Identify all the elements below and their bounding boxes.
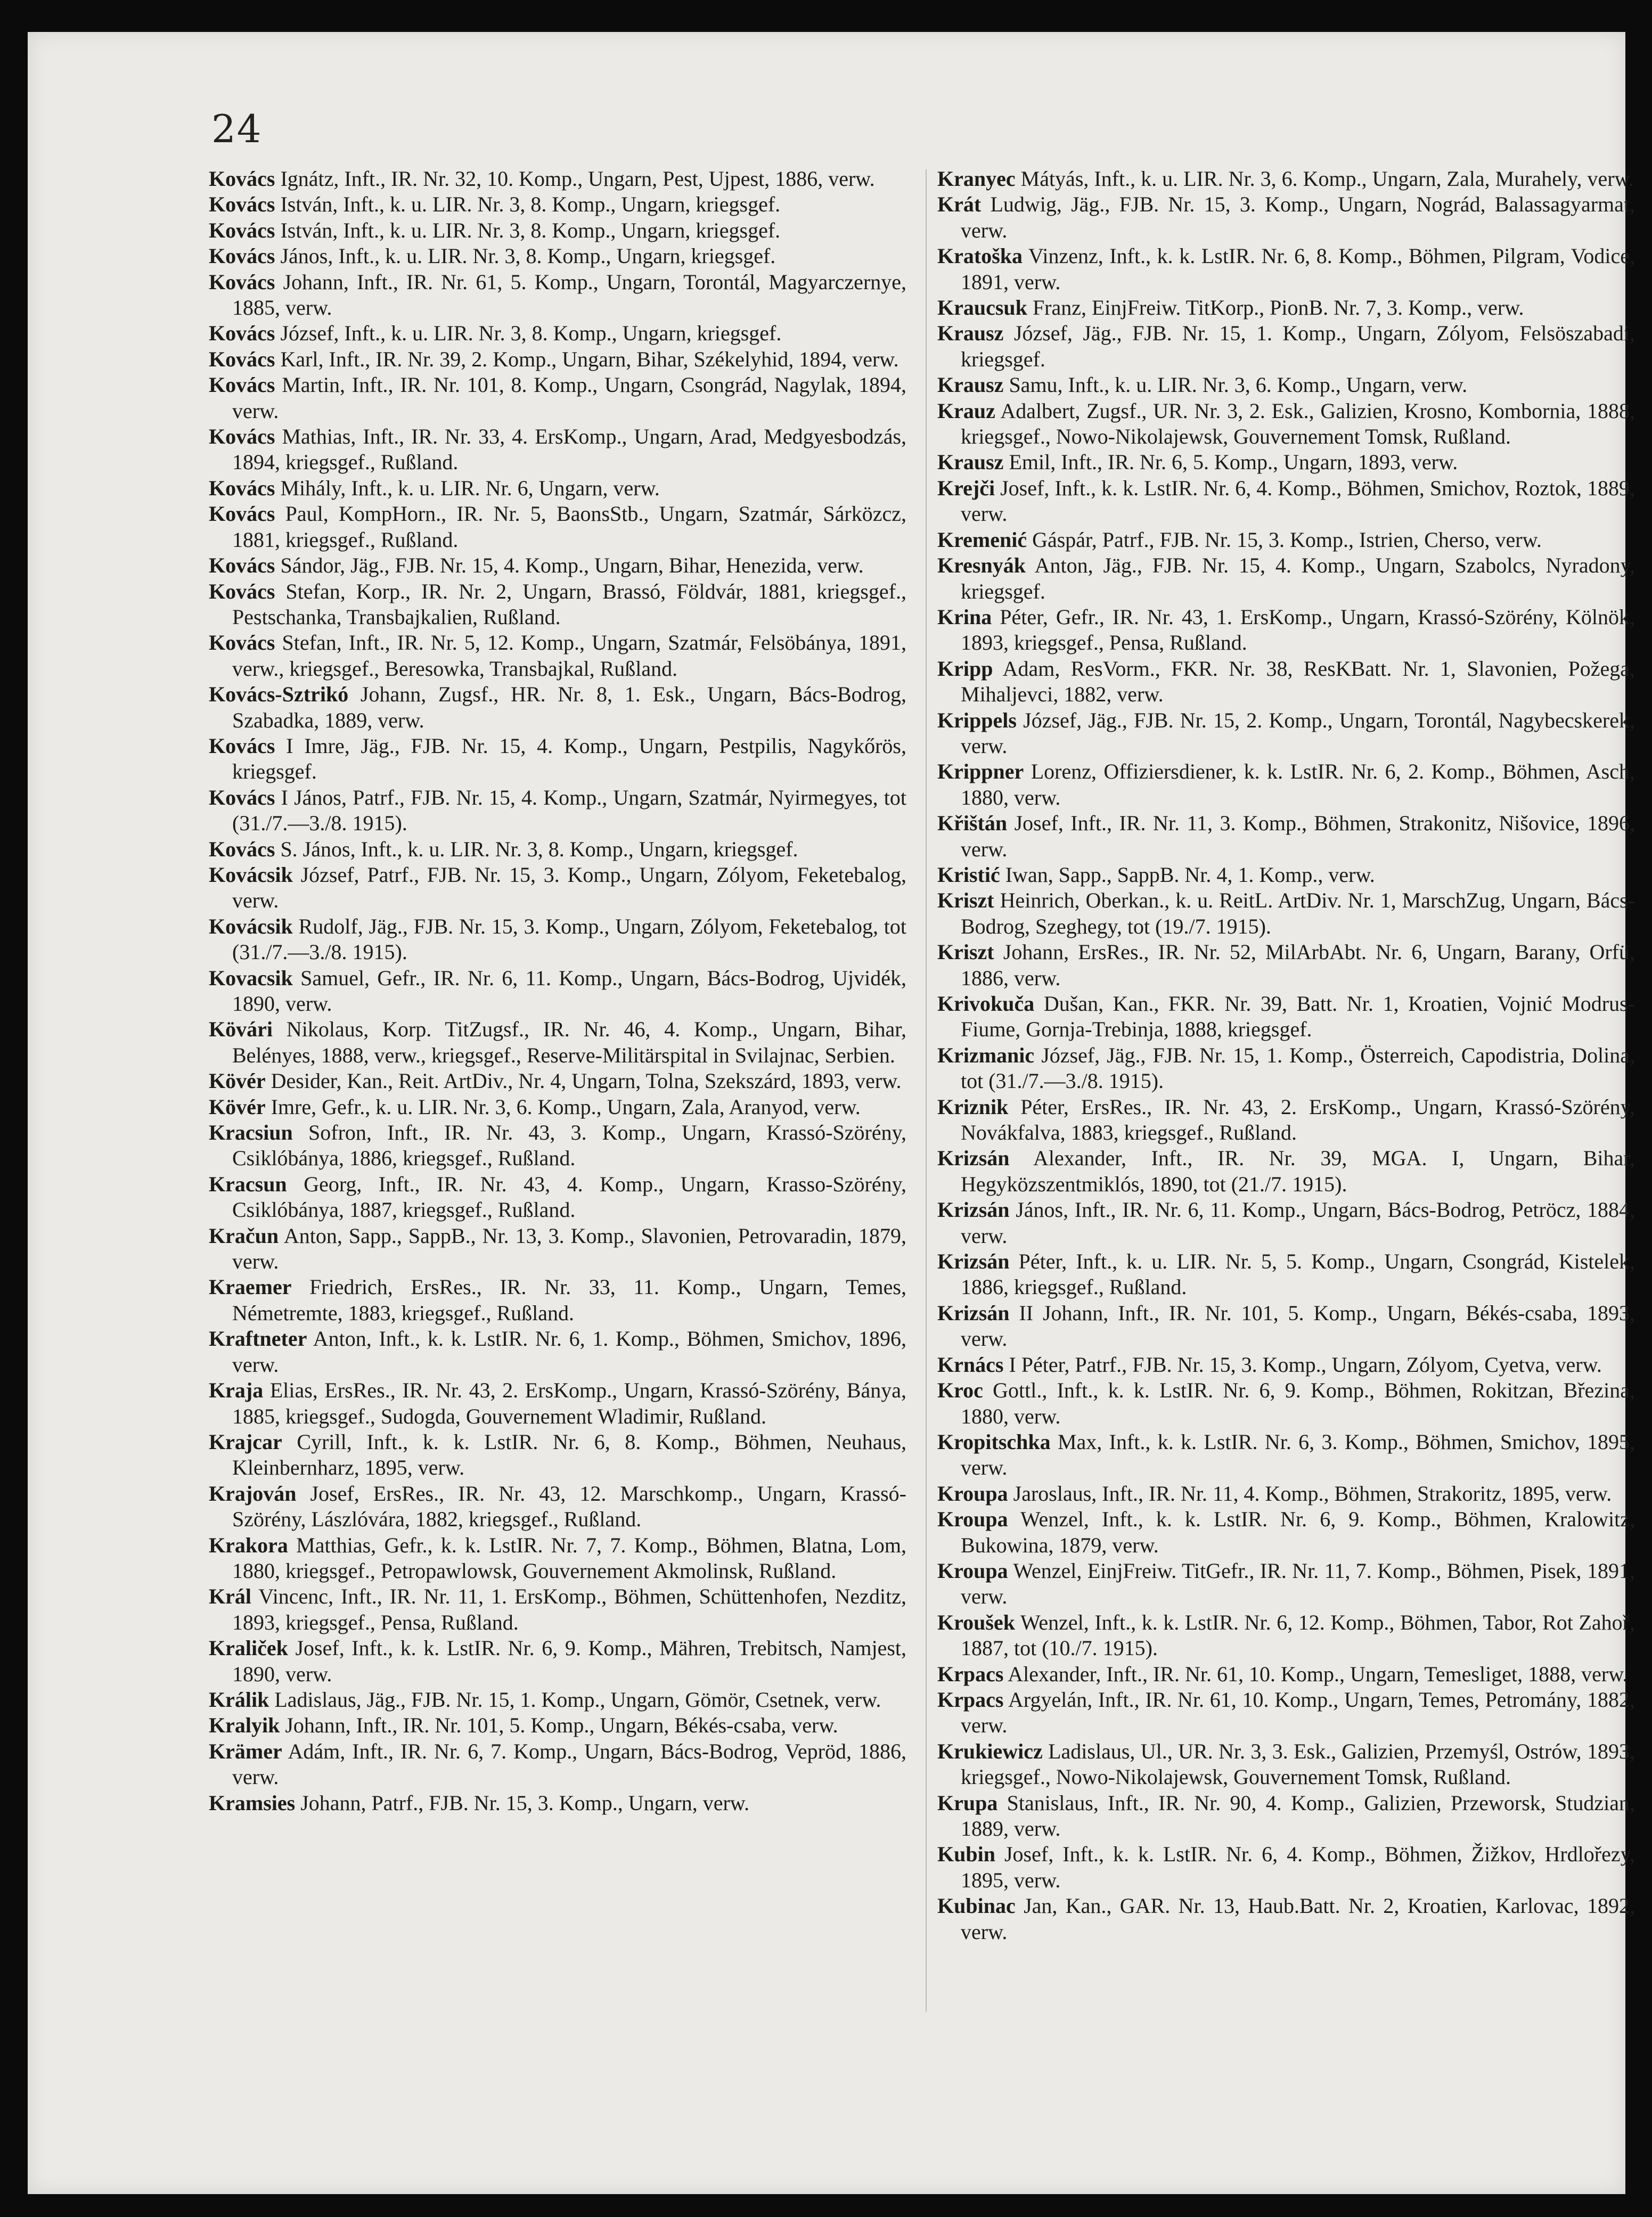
entry-details: Johann, Zugsf., HR. Nr. 8, 1. Esk., Ungarn, Bács-Bodrog, Szabadka, 1889, verw. — [232, 682, 906, 732]
register-entry — [209, 372, 906, 424]
register-entry — [937, 1893, 1635, 1945]
register-entry — [209, 862, 906, 914]
entry-surname: Krauz — [937, 398, 995, 423]
register-entry — [209, 1326, 906, 1378]
entry-details: Heinrich, Oberkan., k. u. ReitL. ArtDiv. Nr. 1, MarschZug, Ungarn, Bács-Bodrog, Szeghegy, tot (19./7. 1915). — [961, 888, 1635, 938]
register-entry — [209, 1378, 906, 1429]
register-entry — [209, 1172, 906, 1223]
register-entry — [937, 527, 1635, 553]
register-entry — [209, 1635, 906, 1687]
entry-surname: Král — [209, 1584, 251, 1609]
right-column — [937, 166, 1635, 1945]
register-entry — [937, 1558, 1635, 1610]
register-entry — [937, 1507, 1635, 1558]
entry-details: Josef, ErsRes., IR. Nr. 43, 12. Marschkomp., Ungarn, Krassó- Szörény, Lászlóvára, 1882, kriegsgef., Rußland. — [232, 1481, 907, 1532]
entry-details: Imre, Gefr., k. u. LIR. Nr. 3, 6. Komp., Ungarn, Zala, Aranyod, verw. — [271, 1094, 861, 1119]
entry-surname: Kracsun — [209, 1172, 287, 1196]
entry-surname: Krakora — [209, 1533, 288, 1557]
register-entry — [937, 1197, 1635, 1249]
entry-surname: Krämer — [209, 1739, 282, 1763]
entry-surname: Kovács-Sztrikó — [209, 682, 349, 707]
register-entry — [209, 1739, 906, 1790]
entry-surname: Kroupa — [937, 1507, 1008, 1532]
entry-surname: Krizsán — [937, 1300, 1010, 1325]
column-divider — [926, 169, 927, 2012]
entry-surname: Kovács — [209, 579, 275, 603]
register-entry — [209, 347, 906, 372]
entry-details: Max, Inft., k. k. LstIR. Nr. 6, 3. Komp., Böhmen, Smichov, 1895, verw. — [961, 1429, 1635, 1480]
register-entry — [209, 1481, 906, 1533]
entry-details: Franz, EinjFreiw. TitKorp., PionB. Nr. 7, 3. Komp., verw. — [1032, 296, 1524, 320]
entry-surname: Kovacsik — [209, 966, 293, 990]
register-entry — [209, 1017, 906, 1068]
entry-surname: Kovács — [209, 192, 275, 217]
register-entry — [937, 939, 1635, 991]
entry-details: Adám, Inft., IR. Nr. 6, 7. Komp., Ungarn, Bács-Bodrog, Vepröd, 1886, verw. — [232, 1739, 906, 1789]
entry-surname: Krausz — [937, 321, 1004, 346]
register-entry — [937, 1687, 1635, 1739]
register-entry — [937, 1610, 1635, 1662]
entry-details: Adam, ResVorm., FKR. Nr. 38, ResKBatt. Nr. 1, Slavonien, Požega, Mihaljevci, 1882, verw. — [961, 656, 1635, 707]
left-column — [209, 166, 906, 1816]
register-entry — [937, 398, 1635, 450]
entry-surname: Kračun — [209, 1223, 279, 1248]
entry-surname: Kovács — [209, 218, 275, 242]
entry-details: Elias, ErsRes., IR. Nr. 43, 2. ErsKomp., Ungarn, Krassó-Szörény, Bánya, 1885, kriegsgef., Sudogda, Gouvernement Wladimir, Rußland. — [232, 1378, 906, 1428]
register-entry — [209, 1274, 906, 1326]
entry-surname: Kraja — [209, 1378, 264, 1403]
register-entry — [937, 1481, 1635, 1507]
register-entry — [209, 321, 906, 346]
register-entry — [937, 1300, 1635, 1352]
entry-details: Josef, Inft., k. k. LstIR. Nr. 6, 9. Komp., Mähren, Trebitsch, Namjest, 1890, verw. — [232, 1636, 906, 1686]
entry-surname: Krnács — [937, 1352, 1004, 1377]
entry-surname: Kovácsik — [209, 914, 293, 938]
entry-surname: Kroupa — [937, 1558, 1008, 1583]
entry-details: Johann, ErsRes., IR. Nr. 52, MilArbAbt. Nr. 6, Ungarn, Barany, Orfü, 1886, verw. — [961, 940, 1635, 990]
entry-details: I Péter, Patrf., FJB. Nr. 15, 3. Komp., Ungarn, Zólyom, Cyetva, verw. — [1009, 1352, 1602, 1377]
entry-details: Alexander, Inft., IR. Nr. 39, MGA. I, Ungarn, Bihar, Hegyközszentmiklós, 1890, tot (21./7. 1915). — [961, 1146, 1635, 1196]
register-entry — [209, 966, 906, 1017]
entry-details: József, Jäg., FJB. Nr. 15, 2. Komp., Ungarn, Torontál, Nagybecskerek, verw. — [961, 708, 1635, 758]
entry-details: Péter, Inft., k. u. LIR. Nr. 5, 5. Komp., Ungarn, Csongrád, Kistelek, 1886, kriegsgef., Rußland. — [961, 1249, 1635, 1299]
register-entry — [937, 321, 1635, 372]
entry-surname: Krizmanic — [937, 1043, 1035, 1067]
entry-details: János, Inft., IR. Nr. 6, 11. Komp., Ungarn, Bács-Bodrog, Petröcz, 1884, verw. — [961, 1198, 1635, 1248]
entry-surname: Kriszt — [937, 940, 994, 964]
entry-details: Anton, Inft., k. k. LstIR. Nr. 6, 1. Komp., Böhmen, Smichov, 1896, verw. — [232, 1327, 907, 1377]
entry-surname: Kroušek — [937, 1610, 1015, 1634]
entry-surname: Krippner — [937, 759, 1024, 784]
register-entry — [937, 553, 1635, 604]
entry-details: Desider, Kan., Reit. ArtDiv., Nr. 4, Ungarn, Tolna, Szekszárd, 1893, verw. — [271, 1069, 902, 1093]
entry-details: Dušan, Kan., FKR. Nr. 39, Batt. Nr. 1, Kroatien, Vojnić Modrus-Fiume, Gornja-Trebinja, 1888, kriegsgef. — [961, 992, 1635, 1042]
entry-details: Samuel, Gefr., IR. Nr. 6, 11. Komp., Ungarn, Bács-Bodrog, Ujvidék, 1890, verw. — [232, 966, 906, 1016]
register-entry — [209, 553, 906, 578]
register-entry — [937, 1842, 1635, 1893]
entry-details: István, Inft., k. u. LIR. Nr. 3, 8. Komp., Ungarn, kriegsgef. — [280, 218, 781, 242]
entry-surname: Kratoška — [937, 244, 1023, 268]
entry-details: Vincenc, Inft., IR. Nr. 11, 1. ErsKomp., Böhmen, Schüttenhofen, Nezditz, 1893, kriegsgef., Pensa, Rußland. — [232, 1584, 906, 1634]
entry-details: II Johann, Inft., IR. Nr. 101, 5. Komp., Ungarn, Békés-csaba, 1893, verw. — [961, 1300, 1635, 1351]
entry-details: Jan, Kan., GAR. Nr. 13, Haub.Batt. Nr. 2, Kroatien, Karlovac, 1892, verw. — [961, 1894, 1635, 1944]
entry-surname: Kubinac — [937, 1894, 1016, 1918]
entry-surname: Kriznik — [937, 1094, 1009, 1119]
entry-surname: Krivokuča — [937, 992, 1035, 1016]
register-entry — [937, 888, 1635, 939]
entry-details: Mátyás, Inft., k. u. LIR. Nr. 3, 6. Komp., Ungarn, Zala, Murahely, verw. — [1020, 167, 1634, 191]
register-entry — [209, 682, 906, 733]
entry-details: Wenzel, Inft., k. k. LstIR. Nr. 6, 12. Komp., Böhmen, Tabor, Rot Zahoř, 1887, tot (10./7. 1915). — [961, 1610, 1635, 1660]
entry-details: Vinzenz, Inft., k. k. LstIR. Nr. 6, 8. Komp., Böhmen, Pilgram, Vodice, 1891, verw. — [961, 244, 1635, 294]
entry-surname: Krizsán — [937, 1198, 1010, 1222]
entry-surname: Krausz — [937, 450, 1004, 475]
register-entry — [937, 1249, 1635, 1300]
entry-surname: Kovács — [209, 269, 275, 294]
register-entry — [937, 1378, 1635, 1429]
entry-details: Rudolf, Jäg., FJB. Nr. 15, 3. Komp., Ungarn, Zólyom, Feketebalog, tot (31./7.—3./8. 1915). — [232, 914, 906, 964]
entry-details: Anton, Jäg., FJB. Nr. 15, 4. Komp., Ungarn, Szabolcs, Nyradony, kriegsgef. — [961, 553, 1635, 603]
register-entry — [937, 1790, 1635, 1842]
entry-surname: Kovácsik — [209, 862, 293, 887]
register-entry — [937, 166, 1635, 192]
entry-surname: Kroc — [937, 1378, 983, 1403]
entry-details: Stefan, Korp., IR. Nr. 2, Ungarn, Brassó, Földvár, 1881, kriegsgef., Pestschanka, Transbajkalien, Rußland. — [232, 579, 907, 629]
register-entry — [209, 837, 906, 862]
entry-details: S. János, Inft., k. u. LIR. Nr. 3, 8. Komp., Ungarn, kriegsgef. — [280, 837, 798, 861]
register-entry — [937, 656, 1635, 708]
entry-details: Karl, Inft., IR. Nr. 39, 2. Komp., Ungarn, Bihar, Székelyhid, 1894, verw. — [280, 347, 899, 371]
entry-surname: Kraliček — [209, 1636, 288, 1660]
register-entry — [209, 1094, 906, 1120]
entry-surname: Kraftneter — [209, 1327, 307, 1351]
register-entry — [937, 708, 1635, 759]
register-entry — [209, 269, 906, 321]
register-entry — [937, 1043, 1635, 1094]
entry-surname: Kovács — [209, 837, 275, 861]
register-entry — [209, 476, 906, 501]
register-entry — [937, 862, 1635, 888]
register-entry — [937, 243, 1635, 295]
entry-surname: Kövér — [209, 1094, 266, 1119]
entry-details: József, Inft., k. u. LIR. Nr. 3, 8. Komp., Ungarn, kriegsgef. — [280, 321, 782, 346]
entry-surname: Kremenić — [937, 527, 1027, 552]
register-entry — [209, 785, 906, 837]
entry-details: Johann, Patrf., FJB. Nr. 15, 3. Komp., Ungarn, verw. — [300, 1790, 750, 1815]
entry-details: Emil, Inft., IR. Nr. 6, 5. Komp., Ungarn, 1893, verw. — [1009, 450, 1458, 475]
entry-details: Martin, Inft., IR. Nr. 101, 8. Komp., Ungarn, Csongrád, Nagylak, 1894, verw. — [232, 373, 906, 423]
entry-details: József, Jäg., FJB. Nr. 15, 1. Komp., Ungarn, Zólyom, Felsöszabadi, kriegsgef. — [961, 321, 1635, 371]
register-entry — [209, 1533, 906, 1584]
entry-details: Sándor, Jäg., FJB. Nr. 15, 4. Komp., Ungarn, Bihar, Henezida, verw. — [280, 553, 864, 578]
entry-surname: Kripp — [937, 656, 993, 681]
entry-surname: Kroupa — [937, 1481, 1008, 1506]
entry-surname: Kovács — [209, 733, 275, 758]
entry-surname: Kropitschka — [937, 1429, 1051, 1454]
register-entry — [209, 1068, 906, 1094]
entry-details: Jaroslaus, Inft., IR. Nr. 11, 4. Komp., Böhmen, Strakoritz, 1895, verw. — [1013, 1481, 1612, 1506]
register-entry — [209, 1223, 906, 1275]
entry-surname: Kövári — [209, 1017, 273, 1042]
register-entry — [937, 1146, 1635, 1197]
register-entry — [209, 1120, 906, 1172]
entry-surname: Kövér — [209, 1069, 266, 1093]
entry-details: Iwan, Sapp., SappB. Nr. 4, 1. Komp., verw. — [1005, 862, 1375, 887]
register-entry — [209, 1790, 906, 1816]
entry-details: Ludwig, Jäg., FJB. Nr. 15, 3. Komp., Ungarn, Nográd, Balassagyarmat, verw. — [961, 192, 1635, 242]
entry-details: József, Jäg., FJB. Nr. 15, 1. Komp., Österreich, Capodistria, Dolina, tot (31./7.—3./8. 1915). — [961, 1043, 1635, 1093]
entry-details: Cyrill, Inft., k. k. LstIR. Nr. 6, 8. Komp., Böhmen, Neuhaus, Kleinbernharz, 1895, verw. — [232, 1429, 907, 1480]
register-entry — [937, 1094, 1635, 1146]
register-entry — [209, 1687, 906, 1713]
entry-details: Johann, Inft., IR. Nr. 101, 5. Komp., Ungarn, Békés-csaba, verw. — [285, 1713, 838, 1738]
entry-surname: Kristić — [937, 862, 1000, 887]
register-entry — [209, 1713, 906, 1738]
entry-surname: Krejči — [937, 476, 995, 500]
entry-surname: Krina — [937, 604, 992, 629]
entry-details: János, Inft., k. u. LIR. Nr. 3, 8. Komp., Ungarn, kriegsgef. — [280, 244, 776, 268]
entry-surname: Kramsies — [209, 1790, 296, 1815]
entry-surname: Kovács — [209, 424, 275, 449]
entry-surname: Kovács — [209, 502, 275, 526]
register-entry — [937, 1352, 1635, 1378]
register-entry — [937, 759, 1635, 811]
page-number: 24 — [211, 107, 263, 151]
entry-surname: Kranyec — [937, 167, 1016, 191]
entry-details: Gottl., Inft., k. k. LstIR. Nr. 6, 9. Komp., Böhmen, Rokitzan, Březina, 1880, verw. — [961, 1378, 1635, 1428]
entry-details: Georg, Inft., IR. Nr. 43, 4. Komp., Ungarn, Krasso-Szörény, Csiklóbánya, 1887, kriegsgef., Rußland. — [232, 1172, 907, 1222]
register-entry — [937, 295, 1635, 321]
entry-surname: Kovács — [209, 631, 275, 655]
entry-surname: Kriszt — [937, 888, 994, 913]
entry-surname: Krajcar — [209, 1429, 282, 1454]
entry-surname: Krausz — [937, 373, 1004, 397]
entry-surname: Krpacs — [937, 1662, 1004, 1686]
register-entry — [937, 372, 1635, 398]
entry-surname: Kovács — [209, 167, 275, 191]
entry-details: Gáspár, Patrf., FJB. Nr. 15, 3. Komp., Istrien, Cherso, verw. — [1032, 527, 1542, 552]
register-entry — [209, 733, 906, 785]
entry-details: Lorenz, Offiziersdiener, k. k. LstIR. Nr. 6, 2. Komp., Böhmen, Asch, 1880, verw. — [961, 759, 1635, 809]
entry-details: Alexander, Inft., IR. Nr. 61, 10. Komp., Ungarn, Temesliget, 1888, verw. — [1008, 1662, 1628, 1686]
entry-surname: Kovács — [209, 347, 275, 371]
entry-surname: Kovács — [209, 321, 275, 346]
entry-surname: Kubin — [937, 1842, 995, 1867]
entry-surname: Krupa — [937, 1790, 998, 1815]
entry-surname: Kracsiun — [209, 1120, 293, 1145]
entry-details: Mathias, Inft., IR. Nr. 33, 4. ErsKomp., Ungarn, Arad, Medgyesbodzás, 1894, kriegsgef., Rußland. — [232, 424, 907, 475]
entry-surname: Krizsán — [937, 1146, 1010, 1171]
document-page — [28, 32, 1635, 2194]
register-entry — [937, 811, 1635, 862]
entry-details: Argyelán, Inft., IR. Nr. 61, 10. Komp., Ungarn, Temes, Petromány, 1882, verw. — [961, 1687, 1635, 1738]
entry-details: Wenzel, EinjFreiw. TitGefr., IR. Nr. 11, 7. Komp., Böhmen, Pisek, 1891, verw. — [961, 1558, 1635, 1609]
entry-details: Josef, Inft., IR. Nr. 11, 3. Komp., Böhmen, Strakonitz, Nišovice, 1896, verw. — [961, 811, 1635, 861]
entry-surname: Krát — [937, 192, 982, 217]
entry-details: Nikolaus, Korp. TitZugsf., IR. Nr. 46, 4. Komp., Ungarn, Bihar, Belényes, 1888, verw., kriegsgef., Reserve-Militärspital in Svilajnac, Serbien. — [232, 1017, 907, 1067]
entry-surname: Křištán — [937, 811, 1008, 836]
entry-details: Josef, Inft., k. k. LstIR. Nr. 6, 4. Komp., Böhmen, Žižkov, Hrdlořezy, 1895, verw. — [961, 1842, 1635, 1892]
entry-details: Wenzel, Inft., k. k. LstIR. Nr. 6, 9. Komp., Böhmen, Kralowitz, Bukowina, 1879, verw. — [961, 1507, 1635, 1557]
entry-details: Sofron, Inft., IR. Nr. 43, 3. Komp., Ungarn, Krassó-Szörény, Csiklóbánya, 1886, kriegsgef., Rußland. — [232, 1120, 907, 1171]
register-entry — [937, 192, 1635, 243]
entry-details: Paul, KompHorn., IR. Nr. 5, BaonsStb., Ungarn, Szatmár, Sárközcz, 1881, kriegsgef., Rußland. — [232, 502, 906, 552]
register-entry — [937, 476, 1635, 527]
entry-details: Péter, ErsRes., IR. Nr. 43, 2. ErsKomp., Ungarn, Krassó-Szörény, Novákfalva, 1883, kriegsgef., Rußland. — [961, 1094, 1635, 1145]
register-entry — [209, 192, 906, 217]
register-entry — [937, 1739, 1635, 1790]
register-entry — [937, 1662, 1635, 1687]
entry-surname: Kovács — [209, 244, 275, 268]
entry-details: Friedrich, ErsRes., IR. Nr. 33, 11. Komp., Ungarn, Temes, Németremte, 1883, kriegsgef., Rußland. — [232, 1275, 906, 1325]
register-entry — [209, 1429, 906, 1481]
entry-details: Péter, Gefr., IR. Nr. 43, 1. ErsKomp., Ungarn, Krassó-Szörény, Kölnök, 1893, kriegsgef., Pensa, Rußland. — [961, 604, 1635, 655]
entry-surname: Kovács — [209, 785, 275, 809]
register-entry — [937, 991, 1635, 1043]
register-entry — [937, 1429, 1635, 1481]
entry-details: Stanislaus, Inft., IR. Nr. 90, 4. Komp., Galizien, Przeworsk, Studzian, 1889, verw. — [961, 1790, 1635, 1840]
entry-surname: Krpacs — [937, 1687, 1004, 1712]
entry-surname: Kralyik — [209, 1713, 280, 1738]
entry-details: I Imre, Jäg., FJB. Nr. 15, 4. Komp., Ungarn, Pestpilis, Nagykőrös, kriegsgef. — [232, 733, 907, 784]
entry-surname: Krizsán — [937, 1249, 1010, 1274]
entry-details: Johann, Inft., IR. Nr. 61, 5. Komp., Ungarn, Torontál, Magyarczernye, 1885, verw. — [232, 269, 907, 320]
entry-details: Stefan, Inft., IR. Nr. 5, 12. Komp., Ungarn, Szatmár, Felsöbánya, 1891, verw., kriegsgef., Beresowka, Transbajkal, Rußland. — [232, 631, 906, 681]
register-entry — [209, 579, 906, 631]
register-entry — [209, 243, 906, 269]
entry-details: Matthias, Gefr., k. k. LstIR. Nr. 7, 7. Komp., Böhmen, Blatna, Lom, 1880, kriegsgef., Petropawlowsk, Gouvernement Akmolinsk, Rußland. — [232, 1533, 906, 1583]
entry-details: István, Inft., k. u. LIR. Nr. 3, 8. Komp., Ungarn, kriegsgef. — [280, 192, 781, 217]
register-entry — [209, 630, 906, 682]
register-entry — [209, 1584, 906, 1635]
entry-details: József, Patrf., FJB. Nr. 15, 3. Komp., Ungarn, Zólyom, Feketebalog, verw. — [232, 862, 906, 913]
register-entry — [209, 166, 906, 192]
entry-details: Ladislaus, Jäg., FJB. Nr. 15, 1. Komp., Ungarn, Gömör, Csetnek, verw. — [274, 1687, 881, 1712]
entry-details: Josef, Inft., k. k. LstIR. Nr. 6, 4. Komp., Böhmen, Smichov, Roztok, 1889, verw. — [961, 476, 1635, 526]
entry-details: Samu, Inft., k. u. LIR. Nr. 3, 6. Komp., Ungarn, verw. — [1009, 373, 1468, 397]
entry-surname: Krukiewicz — [937, 1739, 1043, 1763]
entry-surname: Kraemer — [209, 1275, 292, 1299]
entry-surname: Kraucsuk — [937, 296, 1027, 320]
register-entry — [209, 914, 906, 966]
entry-details: Anton, Sapp., SappB., Nr. 13, 3. Komp., Slavonien, Petrovaradin, 1879, verw. — [232, 1223, 906, 1274]
entry-details: I János, Patrf., FJB. Nr. 15, 4. Komp., Ungarn, Szatmár, Nyirmegyes, tot (31./7.—3./8. 1915). — [232, 785, 907, 836]
entry-surname: Kovács — [209, 476, 275, 500]
register-entry — [209, 424, 906, 476]
entry-details: Ladislaus, Ul., UR. Nr. 3, 3. Esk., Galizien, Przemyśl, Ostrów, 1893, kriegsgef., Nowo-Nikolajewsk, Gouvernement Tomsk, Rußland. — [961, 1739, 1635, 1789]
entry-details: Adalbert, Zugsf., UR. Nr. 3, 2. Esk., Galizien, Krosno, Kombornia, 1888, kriegsgef., Nowo-Nikolajewsk, Gouvernement Tomsk, Rußland. — [961, 398, 1635, 449]
entry-surname: Krajován — [209, 1481, 297, 1506]
entry-details: Ignátz, Inft., IR. Nr. 32, 10. Komp., Ungarn, Pest, Ujpest, 1886, verw. — [280, 167, 875, 191]
register-entry — [209, 218, 906, 243]
entry-surname: Králik — [209, 1687, 269, 1712]
entry-surname: Kovács — [209, 373, 275, 397]
entry-surname: Kovács — [209, 553, 275, 578]
entry-surname: Krippels — [937, 708, 1017, 732]
entry-details: Mihály, Inft., k. u. LIR. Nr. 6, Ungarn, verw. — [280, 476, 660, 500]
register-entry — [937, 449, 1635, 475]
entry-surname: Kresnyák — [937, 553, 1026, 578]
register-entry — [209, 501, 906, 553]
register-entry — [937, 604, 1635, 656]
